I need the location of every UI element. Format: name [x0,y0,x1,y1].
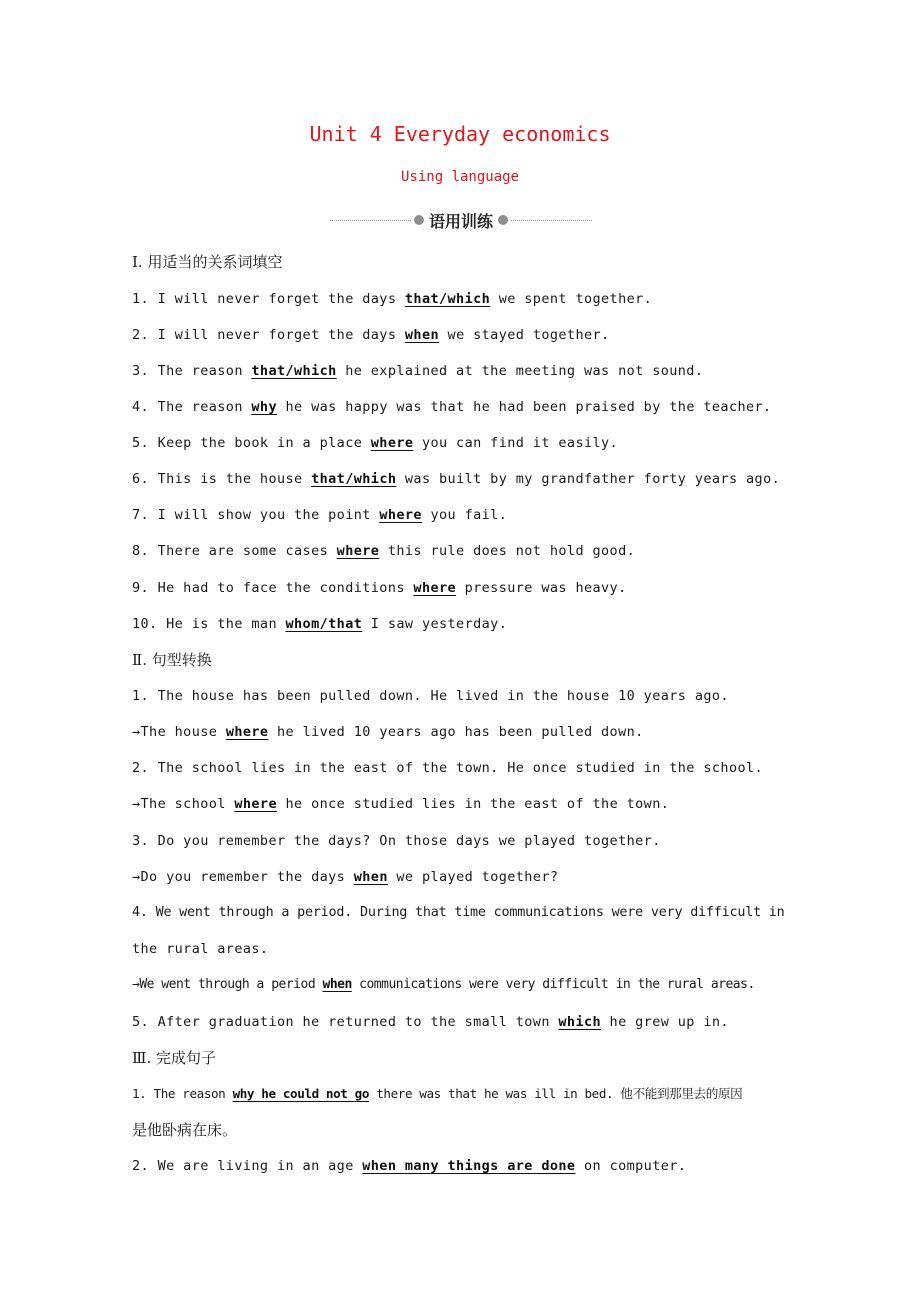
answer: when [353,869,388,885]
answer: where [370,435,414,451]
answer-text-pre: →The school [132,796,235,812]
exercise-2-answer-3 [132,867,558,887]
exercise-2-question-4-line-2: the rural areas. [132,941,269,957]
answer: where [336,543,380,559]
section-3-heading: Ⅲ. 完成句子 [132,1049,217,1067]
exercise-1-item-8 [132,541,635,561]
section-1-heading: Ⅰ. 用适当的关系词填空 [132,253,283,271]
question-text-pre: 5. After graduation he returned to the small town [132,1014,559,1030]
exercise-1-item-6 [132,469,780,489]
banner-dot-left [414,215,424,225]
exercise-3-item-1-line-1 [132,1084,742,1104]
section-banner [330,209,592,231]
banner-line-right [511,220,592,221]
exercise-1-item-7 [132,505,507,525]
item-text-post: we stayed together. [439,327,610,343]
item-text-post: you can find it easily. [413,435,619,451]
item-text-pre: 5. Keep the book in a place [132,435,371,451]
item-text-post: there was that he was ill in bed. 他不能到那里去的原因 [369,1086,743,1101]
answer-text-pre: →The house [132,724,226,740]
banner-dot-right [498,215,508,225]
question-text-post: he grew up in. [601,1014,729,1030]
answer: why he could not go [232,1086,370,1101]
exercise-2-answer-1 [132,722,644,742]
item-text-pre: 2. We are living in an age [132,1158,363,1174]
item-text-pre: 1. I will never forget the days [132,291,405,307]
answer-text-post: he once studied lies in the east of the town. [276,796,670,812]
page-subtitle: Using language [400,169,519,185]
exercise-1-item-10 [132,614,507,634]
exercise-2-question-4-line-1: 4. We went through a period. During that time communications were very difficult in [132,905,785,920]
item-text-pre: 3. The reason [132,363,252,379]
exercise-1-item-5 [132,433,618,453]
answer: that/which [251,363,337,379]
item-text-post: he was happy was that he had been praised by the teacher. [276,399,772,415]
exercise-2-answer-2 [132,794,669,814]
item-text-post: he explained at the meeting was not sound. [336,363,704,379]
exercise-2-answer-4 [132,975,755,995]
answer: why [251,399,277,415]
item-text-pre: 9. He had to face the conditions [132,580,414,596]
item-text-post: this rule does not hold good. [379,543,636,559]
item-text-post: pressure was heavy. [456,580,627,596]
banner-line-left [330,220,411,221]
answer-text-post: communications were very difficult in the rural areas. [351,977,755,992]
exercise-1-item-3 [132,361,703,381]
exercise-3-item-2 [132,1156,686,1176]
section-2-heading: Ⅱ. 句型转换 [132,651,212,669]
answer: when [322,977,352,992]
exercise-1-item-1 [132,289,652,309]
answer: whom/that [285,616,363,632]
answer: which [558,1014,602,1030]
exercise-1-item-4 [132,397,772,417]
item-text-pre: 10. He is the man [132,616,286,632]
item-text-post: we spent together. [490,291,653,307]
answer: when [404,327,440,343]
item-text-post: you fail. [421,507,508,523]
answer: when many things are done [362,1158,576,1174]
exercise-2-question-1: 1. The house has been pulled down. He lived in the house 10 years ago. [132,688,729,704]
answer: that/which [404,291,491,307]
exercise-2-question-3: 3. Do you remember the days? On those days we played together. [132,833,661,849]
item-text-pre: 4. The reason [132,399,252,415]
answer: where [379,507,422,523]
item-text-pre: 1. The reason [132,1086,233,1101]
exercise-2-question-2: 2. The school lies in the east of the town. He once studied in the school. [132,760,764,776]
exercise-1-item-9 [132,578,627,598]
exercise-2-question-5 [132,1012,729,1032]
page-title: Unit 4 Everyday economics [309,122,611,146]
answer-text-pre: →We went through a period [132,977,323,992]
item-text-pre: 8. There are some cases [132,543,337,559]
item-text-pre: 2. I will never forget the days [132,327,405,343]
exercise-3-item-1-line-2: 是他卧病在床。 [132,1121,238,1139]
exercise-1-item-2 [132,325,610,345]
answer-text-post: he lived 10 years ago has been pulled down. [268,724,644,740]
answer-text-post: we played together? [387,869,559,885]
item-text-post: I saw yesterday. [362,616,508,632]
item-text-post: was built by my grandfather forty years ago. [396,471,781,487]
answer: where [413,580,457,596]
item-text-post: on computer. [575,1158,687,1174]
answer-text-pre: →Do you remember the days [132,869,354,885]
answer: where [225,724,269,740]
item-text-pre: 7. I will show you the point [132,507,380,523]
item-text-pre: 6. This is the house [132,471,312,487]
answer: that/which [311,471,397,487]
answer: where [234,796,277,812]
banner-text: 语用训练 [429,211,494,231]
